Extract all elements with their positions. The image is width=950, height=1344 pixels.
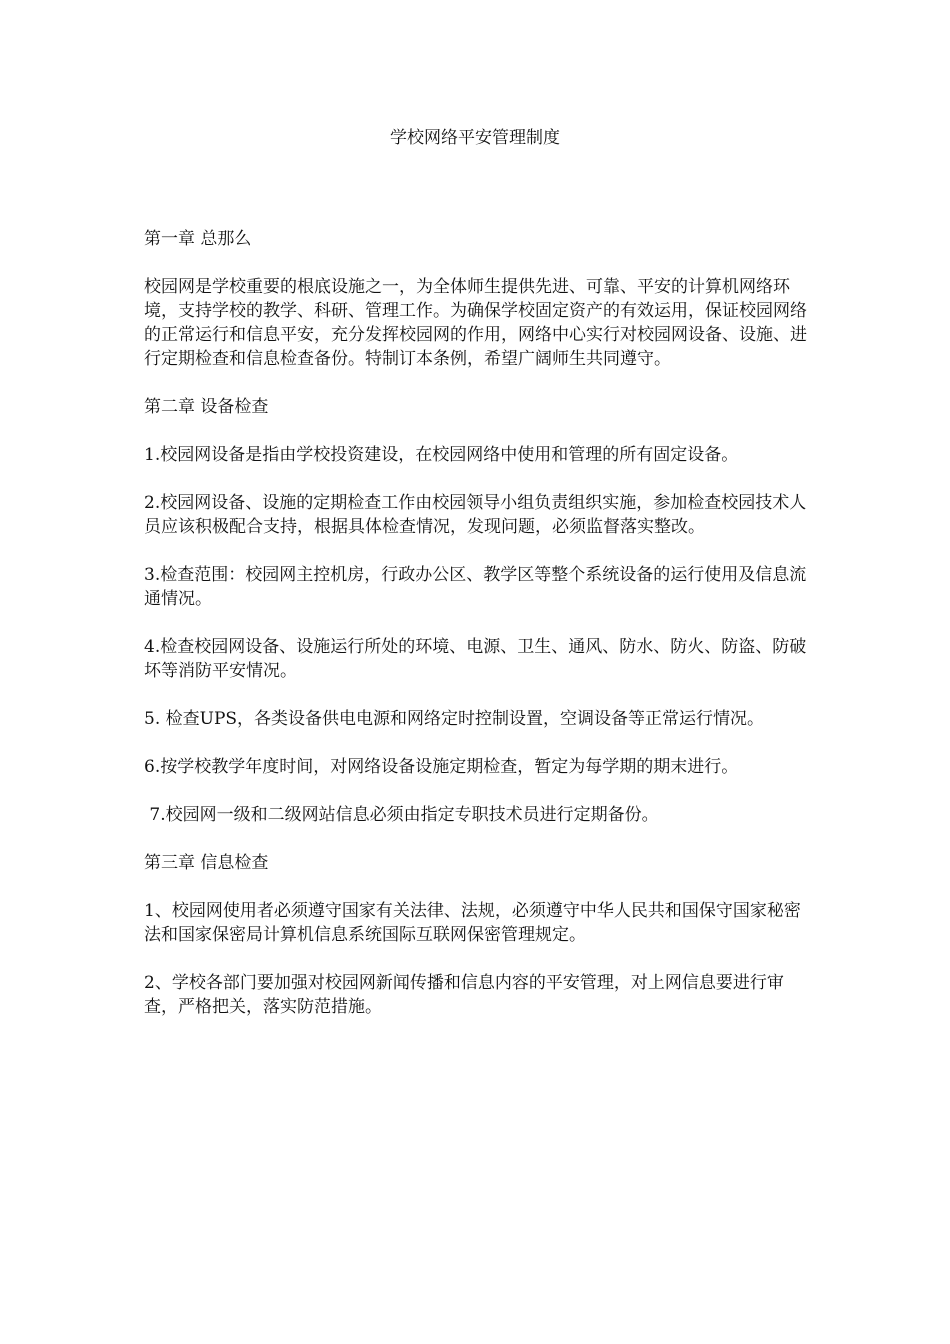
document-title: 学校网络平安管理制度 [390,128,560,148]
paragraph: 2、学校各部门要加强对校园网新闻传播和信息内容的平安管理，对上网信息要进行审查，严格把关，落实防范措施。 [144,973,784,1017]
paragraph: 1.校园网设备是指由学校投资建设，在校园网络中使用和管理的所有固定设备。 [144,445,739,465]
paragraph: 6.按学校教学年度时间，对网络设备设施定期检查，暂定为每学期的期末进行。 [144,757,739,777]
paragraph: 5. 检查UPS，各类设备供电电源和网络定时控制设置，空调设备等正常运行情况。 [144,709,765,729]
paragraph: 7.校园网一级和二级网站信息必须由指定专职技术员进行定期备份。 [144,805,659,825]
chapter-heading: 第二章 设备检查 [144,397,269,417]
paragraph: 4.检查校园网设备、设施运行所处的环境、电源、卫生、通风、防水、防火、防盗、防破坏等消防平安情况。 [144,637,807,681]
paragraph: 1、校园网使用者必须遵守国家有关法律、法规，必须遵守中华人民共和国保守国家秘密法和国家保密局计算机信息系统国际互联网保密管理规定。 [144,901,801,945]
document-body [144,227,809,1043]
chapter-heading: 第一章 总那么 [144,229,252,249]
paragraph: 3.检查范围：校园网主控机房，行政办公区、教学区等整个系统设备的运行使用及信息流通情况。 [144,565,807,609]
paragraph: 2.校园网设备、设施的定期检查工作由校园领导小组负责组织实施，参加检查校园技术人员应该积极配合支持，根据具体检查情况，发现问题，必须监督落实整改。 [144,493,807,537]
chapter-heading: 第三章 信息检查 [144,853,269,873]
paragraph: 校园网是学校重要的根底设施之一，为全体师生提供先进、可靠、平安的计算机网络环境，支持学校的教学、科研、管理工作。为确保学校固定资产的有效运用，保证校园网络的正常运行和信息平安，充分发挥校园网的作用，网络中心实行对校园网设备、设施、进行定期检查和信息检查备份。特制订本条例，希望广阔师生共同遵守。 [144,277,807,369]
